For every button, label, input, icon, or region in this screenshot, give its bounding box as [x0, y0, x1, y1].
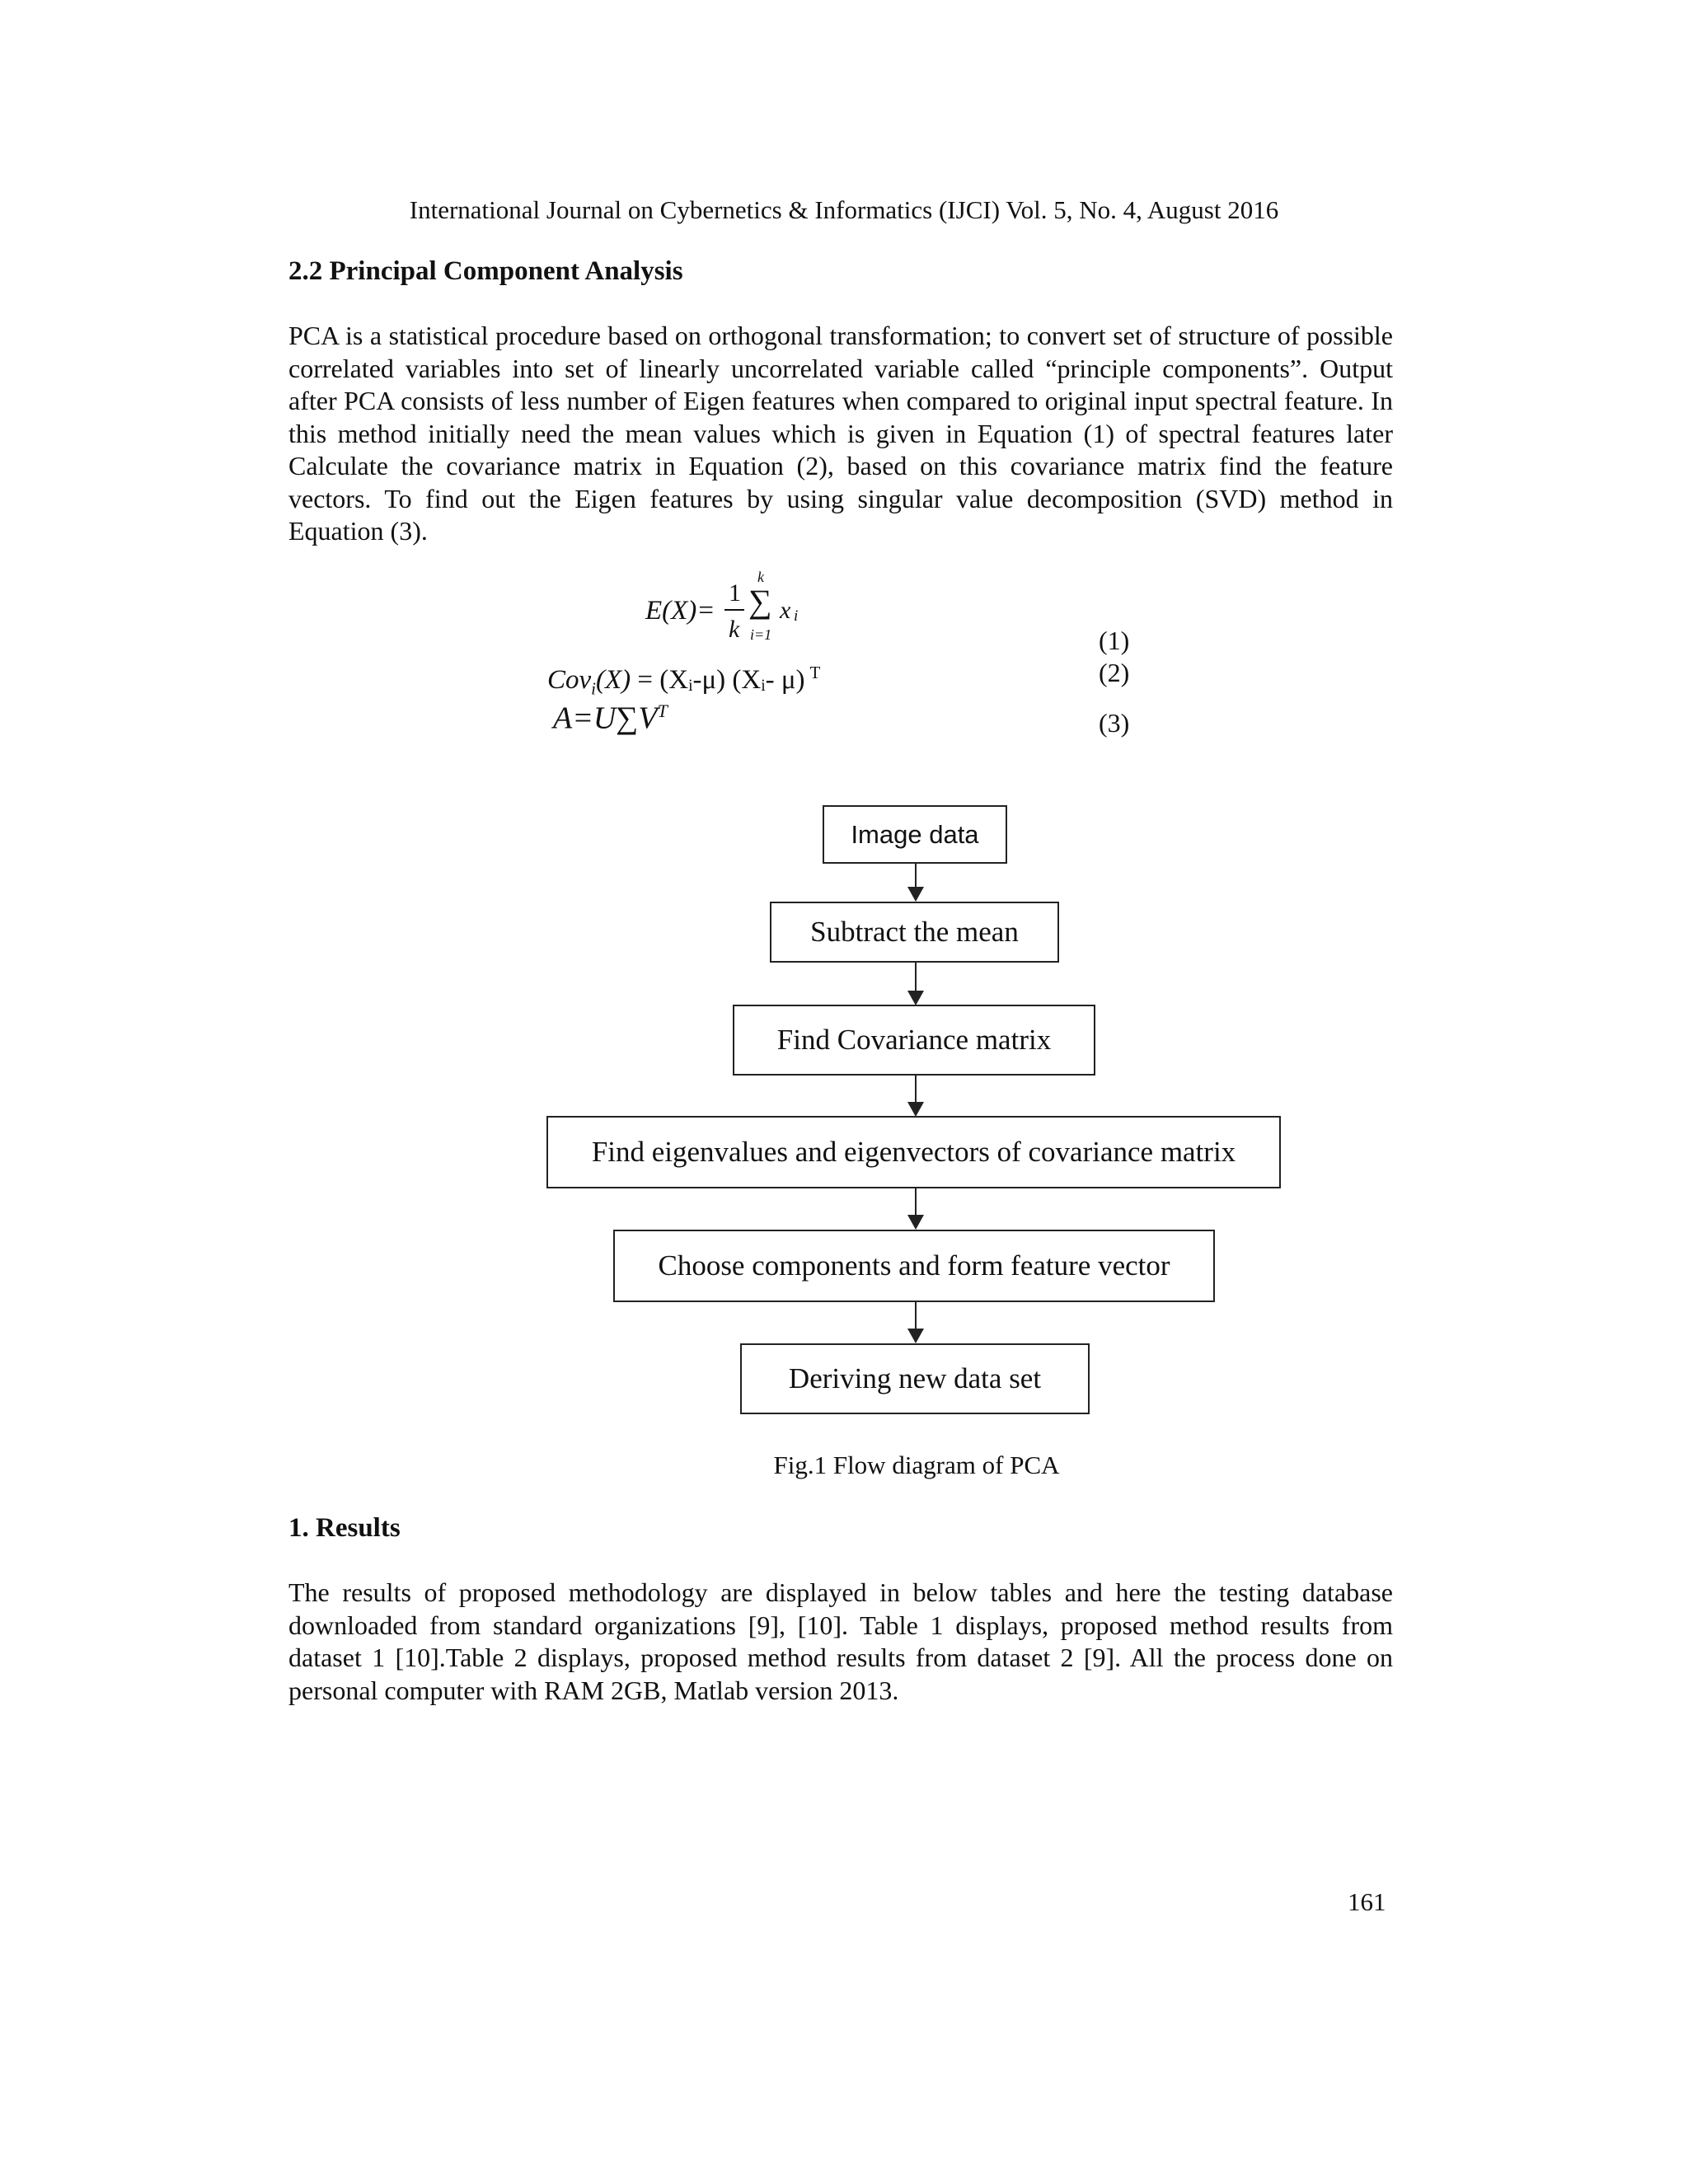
flow-step-image-data: Image data — [823, 805, 1007, 864]
figure-caption: Fig.1 Flow diagram of PCA — [773, 1451, 1060, 1479]
eq1-frac-bar — [724, 609, 744, 611]
equation-3-number: (3) — [1099, 708, 1130, 738]
eq1-frac-num: 1 — [729, 579, 741, 607]
eq2-rhs: = (Xᵢ-μ) (Xᵢ- μ) — [631, 665, 805, 695]
section-title: 2.2 Principal Component Analysis — [288, 256, 683, 286]
eq1-frac-den: k — [729, 616, 740, 643]
eq1-sum-top: k — [757, 569, 764, 585]
equation-1-number: (1) — [1099, 626, 1130, 655]
flow-step-covariance: Find Covariance matrix — [733, 1005, 1095, 1076]
flow-arrow-4 — [915, 1188, 917, 1215]
eq1-sub: i — [794, 607, 799, 625]
eq3-expr: A=U∑V — [553, 701, 658, 736]
journal-header: International Journal on Cybernetics & Informatics (IJCI) Vol. 5, No. 4, August 2016 — [409, 195, 1279, 224]
flow-arrow-1-head — [907, 887, 924, 902]
flow-arrow-2 — [915, 963, 917, 991]
flow-arrow-1 — [915, 864, 917, 887]
flow-step-eigen: Find eigenvalues and eigenvectors of covariance matrix — [546, 1116, 1281, 1188]
flow-step-new-data: Deriving new data set — [740, 1343, 1090, 1414]
equation-2-number: (2) — [1099, 658, 1130, 687]
eq1-sum-bottom: i=1 — [750, 626, 772, 643]
results-title: 1. Results — [288, 1513, 401, 1543]
equation-1 — [645, 569, 835, 651]
flow-arrow-2-head — [907, 991, 924, 1005]
flow-step-subtract-mean: Subtract the mean — [770, 902, 1059, 963]
flow-arrow-5 — [915, 1302, 917, 1329]
paragraph-results: The results of proposed methodology are displayed in below tables and here the testing database downloaded from standard organizations [9], [10]. Table 1 displays, proposed method results from dataset 1 [10].Table 2 displays, proposed method results from dataset 2 [9]. All the process done on personal computer with RAM 2GB, Matlab version 2013. — [288, 1577, 1393, 1705]
eq3-sup: T — [657, 701, 668, 721]
eq2-lhs-sub: i — [591, 678, 597, 699]
eq1-var: x — [780, 597, 791, 624]
page-number: 161 — [1348, 1887, 1386, 1916]
eq2-sup: T — [809, 663, 821, 682]
eq1-lhs: E(X)= — [645, 596, 715, 626]
flow-step-feature-vector: Choose components and form feature vector — [613, 1230, 1215, 1302]
flow-arrow-3 — [915, 1076, 917, 1102]
equation-3 — [553, 695, 668, 735]
eq2-lhs-arg: (X) — [596, 665, 631, 695]
paragraph-pca-intro: PCA is a statistical procedure based on orthogonal transformation; to convert set of structure of possible correlated variables into set of linearly uncorrelated variable called “principle components”. Output after PCA consists of less number of Eigen features when compared to original input spectral feature. In this method initially need the mean values which is given in Equation (1) of spectral features later Calculate the covariance matrix in Equation (2), based on this covariance matrix find the feature vectors. To find out the Eigen features by using singular value decomposition (SVD) method in Equation (3). — [288, 321, 1393, 546]
flow-arrow-4-head — [907, 1215, 924, 1230]
eq1-sum-symbol: ∑ — [748, 583, 772, 620]
flow-arrow-5-head — [907, 1329, 924, 1343]
eq2-lhs: Cov — [547, 665, 592, 695]
flow-arrow-3-head — [907, 1102, 924, 1117]
